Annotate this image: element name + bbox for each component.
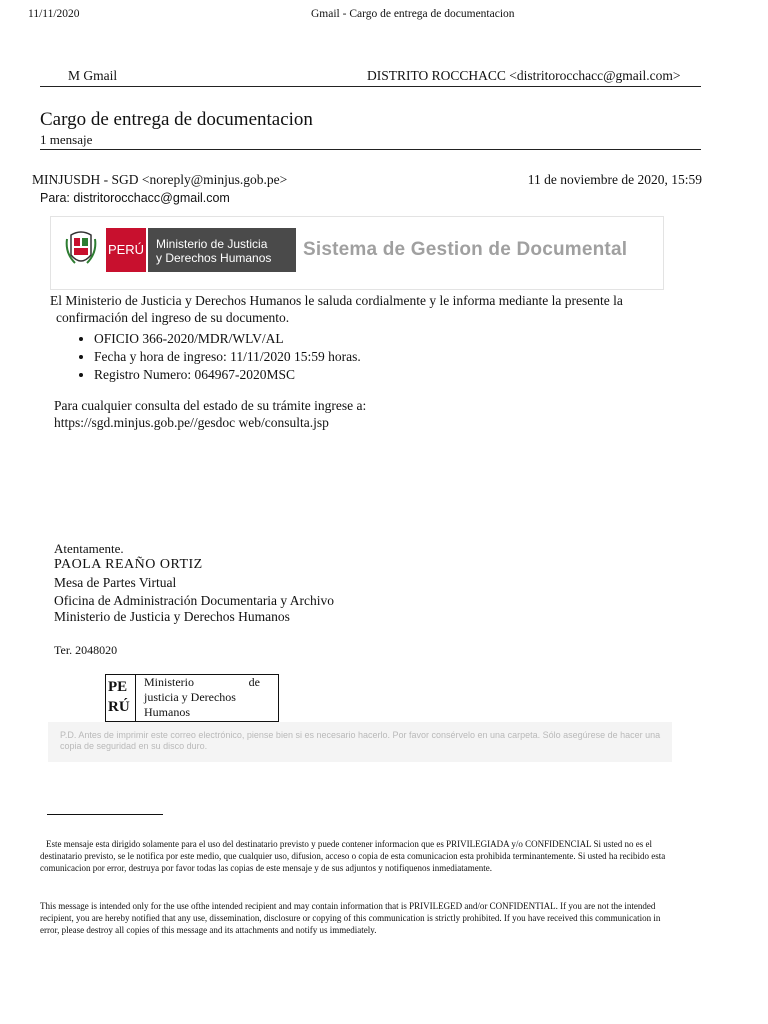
account-info: DISTRITO ROCCHACC <distritorocchacc@gmail.com> [367,68,681,83]
message-count: 1 mensaje [40,132,93,147]
disclaimer-es: Este mensaje esta dirigido solamente para el uso del destinatario previsto y puede contener informacion que es PRIVILEGIADA y/o CONFIDENCIAL Si usted no es el destinatario previsto, se le notifica por este medio, que cualquier uso, difusion, acceso o copia de esta comunicacion esta prohibida terminantemente. Si usted ha recibido esta comunicacion por error, destruya por favor todas las copias de este mensaje y de sus adjuntos y notifiquenos inmediatamente. [40,839,666,873]
phone-number: Ter. 2048020 [54,643,118,657]
footer-logo-peru [108,677,134,717]
sgd-banner [50,216,664,290]
message-recipient: Para: distritorocchacc@gmail.com [40,191,230,205]
footer-logo-ministry [144,675,260,720]
footer-logo [105,674,279,722]
print-title: Gmail - Cargo de entrega de documentacion [311,8,515,20]
document-details-list [76,330,361,384]
footer-logo-line3: Humanos [144,705,190,719]
footer-logo-divider [135,675,136,721]
message-sender: MINJUSDH - SGD <noreply@minjus.gob.pe> [32,172,288,187]
footer-logo-word2: de [248,675,260,689]
consult-text: Para cualquier consulta del estado de su trámite ingrese a: [54,398,367,413]
consult-link[interactable]: https://sgd.minjus.gob.pe//gesdoc web/consulta.jsp [54,415,329,430]
ministry-badge [148,228,296,272]
message-date: 11 de noviembre de 2020, 15:59 [527,172,702,187]
footnote-divider [47,814,163,815]
national-seal-icon [63,229,99,271]
footer-logo-peru-line1: PE [108,679,128,695]
list-item: • OFICIO 366-2020/MDR/WLV/AL [94,330,361,348]
signer-line2: Oficina de Administración Documentaria y Archivo [54,593,335,608]
header-divider [40,86,701,87]
print-note-box [48,722,672,762]
footer-logo-line2: justicia y Derechos [144,690,236,704]
intro-text-line2: confirmación del ingreso de su documento. [56,310,290,325]
list-item: • Registro Numero: 064967-2020MSC [94,366,361,384]
ministry-badge-line1: Ministerio de Justicia [156,237,268,251]
intro-text-line1: El Ministerio de Justicia y Derechos Humanos le saluda cordialmente y le informa mediante la presente la [50,293,623,308]
signer-name: PAOLA REAÑO ORTIZ [54,557,203,572]
disclaimer-en: This message is intended only for the use ofthe intended recipient and may contain information that is PRIVILEGED and/or CONFIDENTIAL. If you are not the intended recipient, you are hereby notified that any use, dissemination, disclosure or copying of this communication is strictly prohibited. If you have received this communication in error, please destroy all copies of this message and its attachments and notify us immediately. [40,901,661,935]
gmail-logo-label: M Gmail [68,68,118,83]
closing: Atentamente. [54,541,124,556]
print-note-text: P.D. Antes de imprimir este correo electrónico, piense bien si es necesario hacerlo. Por favor consérvelo en una carpeta. Sólo asegúrese de hacer una copia de seguridad en su disco duro. [60,730,661,751]
system-title: Sistema de Gestion de Documental [303,239,628,260]
ministry-badge-line2: y Derechos Humanos [156,251,272,265]
footer-logo-word1: Ministerio [144,675,194,689]
peru-badge: PERÚ [106,228,146,272]
signer-line1: Mesa de Partes Virtual [54,575,177,590]
thread-subject: Cargo de entrega de documentacion [40,109,313,130]
footer-logo-peru-line2: RÚ [108,699,130,715]
print-date: 11/11/2020 [28,8,80,20]
signer-line3: Ministerio de Justicia y Derechos Humanos [54,609,290,624]
list-item: • Fecha y hora de ingreso: 11/11/2020 15:59 horas. [94,348,361,366]
subject-divider [40,149,701,150]
